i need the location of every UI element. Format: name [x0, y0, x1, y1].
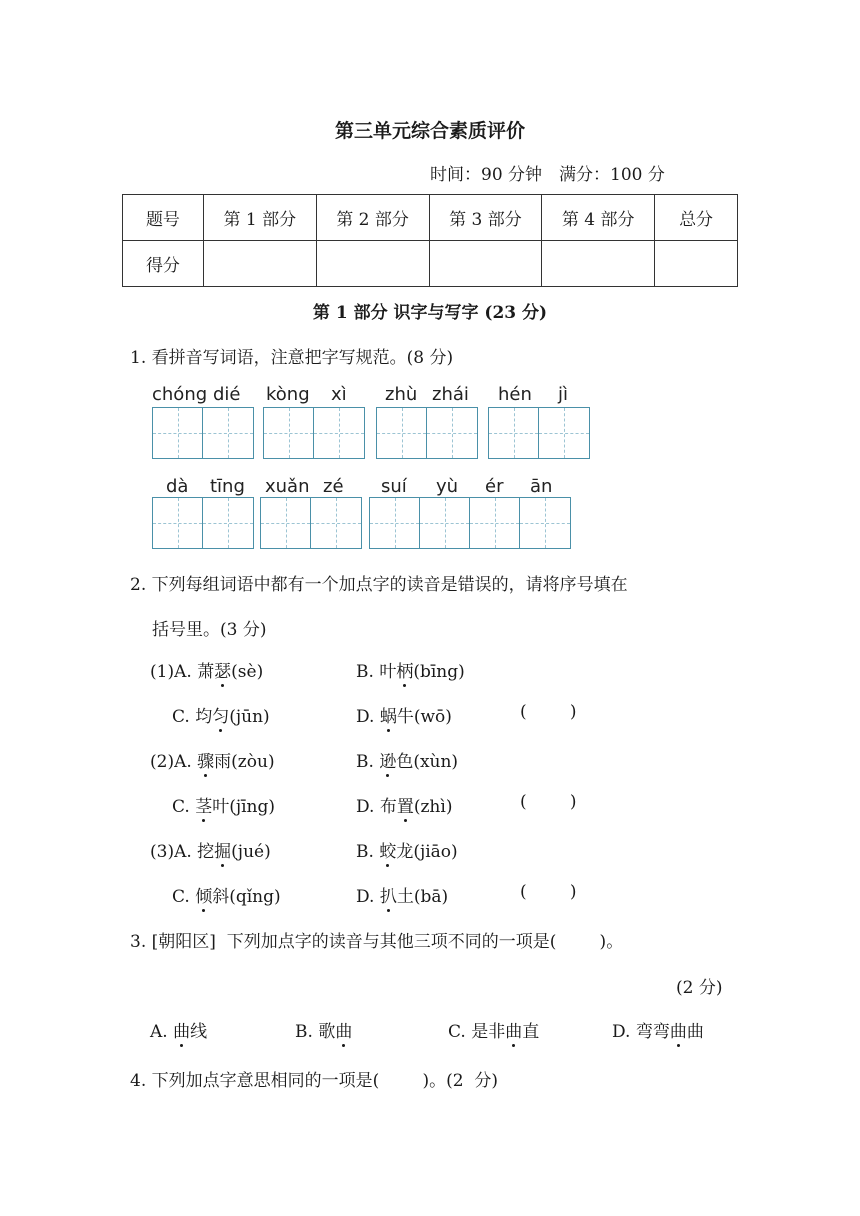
option-1d: [356, 702, 452, 727]
pinyin: jì: [558, 384, 569, 405]
option-3a: [150, 837, 271, 862]
option-2b: [356, 747, 458, 772]
option-char: 叶: [212, 797, 230, 817]
table-cell: 题号: [123, 195, 204, 241]
option-prefix: D.: [612, 1022, 631, 1042]
dotted-char: 掘: [214, 837, 231, 862]
dotted-char: 曲: [505, 1017, 522, 1042]
option-2c: [172, 792, 275, 817]
option-pinyin: (jūn): [229, 707, 270, 727]
pinyin: suí: [381, 476, 407, 497]
option-char: 歌: [318, 1022, 336, 1042]
option-char: 布: [379, 797, 397, 817]
option-char: 牛: [396, 707, 414, 727]
option-pinyin: (bā): [413, 887, 449, 907]
option-3b: [356, 837, 458, 862]
writing-cell[interactable]: [420, 498, 470, 548]
pinyin: zé: [323, 476, 344, 497]
table-row: [123, 241, 738, 287]
dotted-char: 蛟: [379, 837, 396, 862]
option-char: 斜: [212, 887, 230, 907]
answer-blank[interactable]: ( ): [520, 792, 577, 812]
score-input-cell[interactable]: [316, 241, 429, 287]
writing-cell[interactable]: [153, 408, 203, 458]
page-title: 第三单元综合素质评价: [334, 120, 525, 142]
writing-grid[interactable]: [152, 497, 254, 549]
table-cell: 得分: [123, 241, 204, 287]
option-char: 土: [396, 887, 414, 907]
option-prefix: B.: [356, 662, 374, 682]
dotted-char: 逊: [379, 747, 396, 772]
option-prefix: C.: [172, 797, 190, 817]
writing-cell[interactable]: [489, 408, 539, 458]
option-char: 弯弯: [635, 1022, 670, 1042]
table-row: [123, 195, 738, 241]
writing-cell[interactable]: [264, 408, 314, 458]
pinyin: hén: [498, 384, 532, 405]
dotted-char: 骤: [197, 747, 214, 772]
option-prefix: D.: [356, 797, 375, 817]
pinyin: xì: [331, 384, 347, 405]
dotted-char: 倾: [195, 882, 212, 907]
answer-blank[interactable]: ( ): [520, 702, 577, 722]
q3-option-a[interactable]: [150, 1017, 207, 1042]
table-cell: 总分: [655, 195, 738, 241]
table-cell: 第 4 部分: [542, 195, 655, 241]
option-prefix: D.: [356, 887, 375, 907]
dotted-char: 置: [397, 792, 414, 817]
dotted-char: 曲: [335, 1017, 352, 1042]
table-cell: 第 2 部分: [316, 195, 429, 241]
dotted-char: 瑟: [214, 657, 231, 682]
score-input-cell[interactable]: [542, 241, 655, 287]
dotted-char: 曲: [173, 1017, 190, 1042]
answer-blank[interactable]: ( ): [520, 882, 577, 902]
option-prefix: (3)A.: [150, 842, 192, 862]
writing-cell[interactable]: [470, 498, 520, 548]
option-prefix: A.: [150, 1022, 168, 1042]
q3-option-b[interactable]: [295, 1017, 352, 1042]
option-pinyin: (bīng): [413, 662, 465, 682]
score-input-cell[interactable]: [203, 241, 316, 287]
question-3-points: (2 分): [676, 978, 723, 998]
q3-option-d[interactable]: [612, 1017, 704, 1042]
option-char: 萧: [197, 662, 215, 682]
writing-cell[interactable]: [427, 408, 477, 458]
q3-option-c[interactable]: [448, 1017, 539, 1042]
pinyin: dié: [213, 384, 241, 405]
question-3-stem: 3. [朝阳区] 下列加点字的读音与其他三项不同的一项是( )。: [130, 932, 624, 952]
option-prefix: C.: [172, 887, 190, 907]
option-char: 挖: [197, 842, 215, 862]
dotted-char: 茎: [195, 792, 212, 817]
writing-grid[interactable]: [263, 407, 365, 459]
question-4-stem: 4. 下列加点字意思相同的一项是( )。(2 分): [130, 1071, 499, 1091]
option-char: 雨: [214, 752, 232, 772]
option-3c: [172, 882, 281, 907]
writing-cell[interactable]: [261, 498, 311, 548]
option-char: 均: [195, 707, 213, 727]
dotted-char: 蜗: [380, 702, 397, 727]
score-input-cell[interactable]: [429, 241, 542, 287]
option-char: 龙: [396, 842, 414, 862]
option-1a: [150, 657, 263, 682]
option-pinyin: (xùn): [413, 752, 459, 772]
option-pinyin: (wō): [413, 707, 452, 727]
pinyin: zhù: [385, 384, 418, 405]
question-2-stem: 2. 下列每组词语中都有一个加点字的读音是错误的，请将序号填在: [130, 575, 628, 595]
time-info: 时间：90 分钟 满分：100 分: [430, 165, 665, 185]
option-3d: [356, 882, 448, 907]
writing-grid[interactable]: [152, 407, 254, 459]
pinyin: tīng: [210, 476, 245, 497]
score-input-cell[interactable]: [655, 241, 738, 287]
writing-grid[interactable]: [488, 407, 590, 459]
option-pinyin: (sè): [231, 662, 264, 682]
option-pinyin: (jué): [231, 842, 271, 862]
writing-cell[interactable]: [311, 498, 361, 548]
option-char: 叶: [379, 662, 397, 682]
question-2-stem-cont: 括号里。(3 分): [152, 620, 267, 640]
option-pinyin: (jīng): [229, 797, 276, 817]
writing-cell[interactable]: [520, 498, 570, 548]
writing-grid[interactable]: [260, 497, 362, 549]
option-char: 是非: [471, 1022, 506, 1042]
writing-cell[interactable]: [377, 408, 427, 458]
option-pinyin: (qǐng): [229, 887, 281, 907]
pinyin: dà: [166, 476, 189, 497]
option-char: 直: [522, 1022, 540, 1042]
writing-cell[interactable]: [539, 408, 589, 458]
score-table: [122, 194, 738, 287]
question-1-stem: 1. 看拼音写词语，注意把字写规范。(8 分): [130, 348, 454, 368]
option-prefix: C.: [448, 1022, 466, 1042]
writing-cell[interactable]: [203, 408, 253, 458]
option-pinyin: (zhì): [413, 797, 453, 817]
pinyin: ān: [530, 476, 553, 497]
option-prefix: (2)A.: [150, 752, 192, 772]
option-pinyin: (jiāo): [413, 842, 458, 862]
dotted-char: 匀: [212, 702, 229, 727]
option-2a: [150, 747, 275, 772]
option-prefix: B.: [356, 752, 374, 772]
option-2d: [356, 792, 452, 817]
option-prefix: (1)A.: [150, 662, 192, 682]
pinyin: kòng: [266, 384, 310, 405]
option-1b: [356, 657, 465, 682]
option-char: 线: [190, 1022, 208, 1042]
option-char: 色: [396, 752, 414, 772]
writing-cell[interactable]: [314, 408, 364, 458]
option-prefix: B.: [356, 842, 374, 862]
table-cell: 第 1 部分: [203, 195, 316, 241]
pinyin: chóng: [152, 384, 208, 405]
option-1c: [172, 702, 270, 727]
option-prefix: D.: [356, 707, 375, 727]
option-prefix: C.: [172, 707, 190, 727]
table-cell: 第 3 部分: [429, 195, 542, 241]
option-pinyin: (zòu): [231, 752, 275, 772]
pinyin: yù: [436, 476, 459, 497]
section-title: 第 1 部分 识字与写字 (23 分): [312, 303, 548, 323]
option-prefix: B.: [295, 1022, 313, 1042]
writing-cell[interactable]: [370, 498, 420, 548]
pinyin: xuǎn: [265, 476, 310, 497]
dotted-char: 扒: [380, 882, 397, 907]
pinyin: zhái: [432, 384, 469, 405]
writing-grid[interactable]: [376, 407, 478, 459]
dotted-char: 曲: [670, 1017, 687, 1042]
dotted-char: 柄: [396, 657, 413, 682]
writing-cell[interactable]: [203, 498, 253, 548]
option-char: 曲: [686, 1022, 704, 1042]
pinyin: ér: [485, 476, 504, 497]
writing-grid[interactable]: [369, 497, 571, 549]
writing-cell[interactable]: [153, 498, 203, 548]
